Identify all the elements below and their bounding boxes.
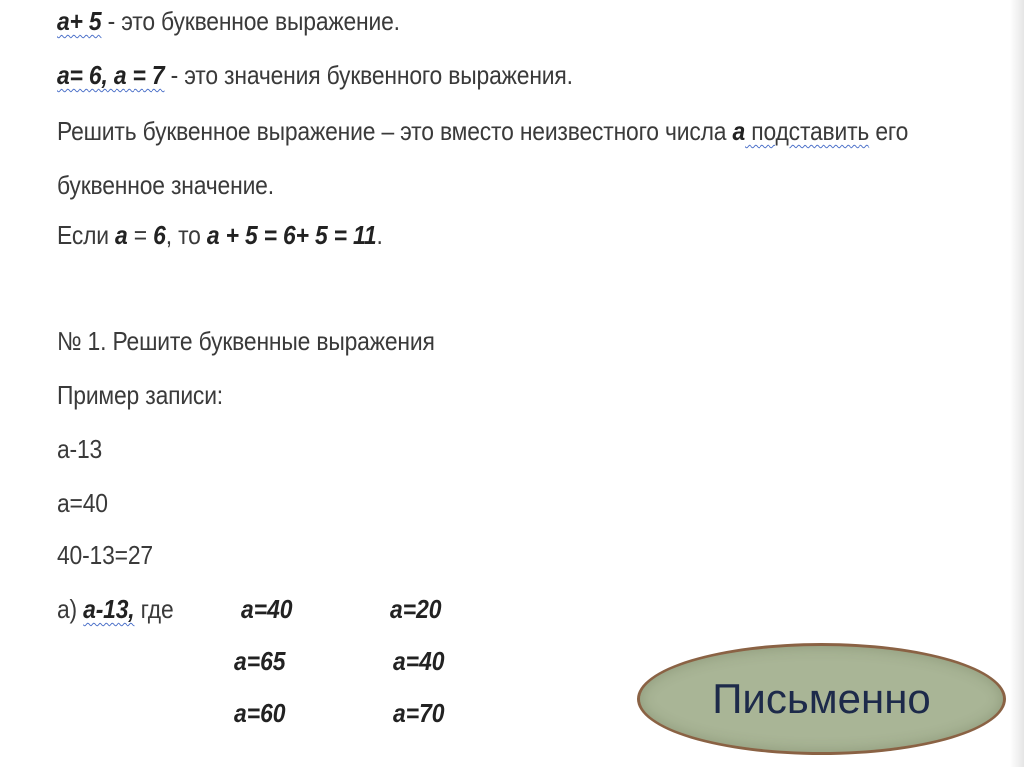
example-line-2-text: а=40: [57, 488, 108, 518]
expression-a-plus-5: а+ 5: [57, 6, 102, 36]
value-col2-row3: а=70: [393, 698, 445, 728]
values-expression: а= 6, а = 7: [57, 60, 165, 90]
if-calc: а + 5 = 6+ 5 = 11: [206, 220, 377, 250]
value-col1-row3: а=60: [234, 698, 286, 728]
example-line-2: [57, 488, 108, 519]
solve-rule-var: а: [732, 116, 746, 146]
solve-rule-line: [57, 116, 908, 147]
solve-rule-cont: буквенное значение.: [57, 170, 274, 200]
written-button[interactable]: [637, 643, 1006, 755]
solve-rule-line-2: [57, 170, 274, 201]
if-var: а: [115, 220, 128, 250]
definition-text: - это буквенное выражение.: [101, 6, 400, 36]
definition-line: [57, 6, 400, 37]
value-col2-row2: а=40: [393, 646, 445, 676]
solve-rule-post: его: [869, 116, 909, 146]
value-col2-row1: а=20: [390, 594, 442, 624]
values-line: [57, 60, 573, 91]
task-title: [57, 326, 435, 357]
solve-rule-pre: Решить буквенное выражение – это вместо неизвестного числа: [57, 116, 733, 146]
solve-rule-mid: подставить: [745, 116, 870, 146]
if-mid: , то: [165, 220, 207, 250]
example-line-1-text: а-13: [57, 434, 103, 464]
written-button-label: Письменно: [712, 675, 931, 722]
if-dot: .: [376, 220, 383, 250]
item-a-where: где: [134, 594, 174, 624]
if-eq: =: [127, 220, 154, 250]
example-line-3-text: 40-13=27: [57, 540, 153, 570]
if-pre: Если: [57, 220, 116, 250]
item-a-prefix: а): [57, 594, 84, 624]
example-label: [57, 380, 223, 411]
value-col1-row1: а=40: [241, 594, 293, 624]
example-label-text: Пример записи:: [57, 380, 223, 410]
item-a-line: [57, 594, 174, 625]
values-text: - это значения буквенного выражения.: [164, 60, 573, 90]
example-if-line: [57, 220, 383, 251]
value-col1-row2: а=65: [234, 646, 286, 676]
example-line-3: [57, 540, 153, 571]
item-a-expression: а-13,: [83, 594, 135, 624]
task-title-text: № 1. Решите буквенные выражения: [57, 326, 435, 356]
right-edge-shadow: [1010, 0, 1024, 767]
if-six: 6: [153, 220, 166, 250]
example-line-1: [57, 434, 102, 465]
